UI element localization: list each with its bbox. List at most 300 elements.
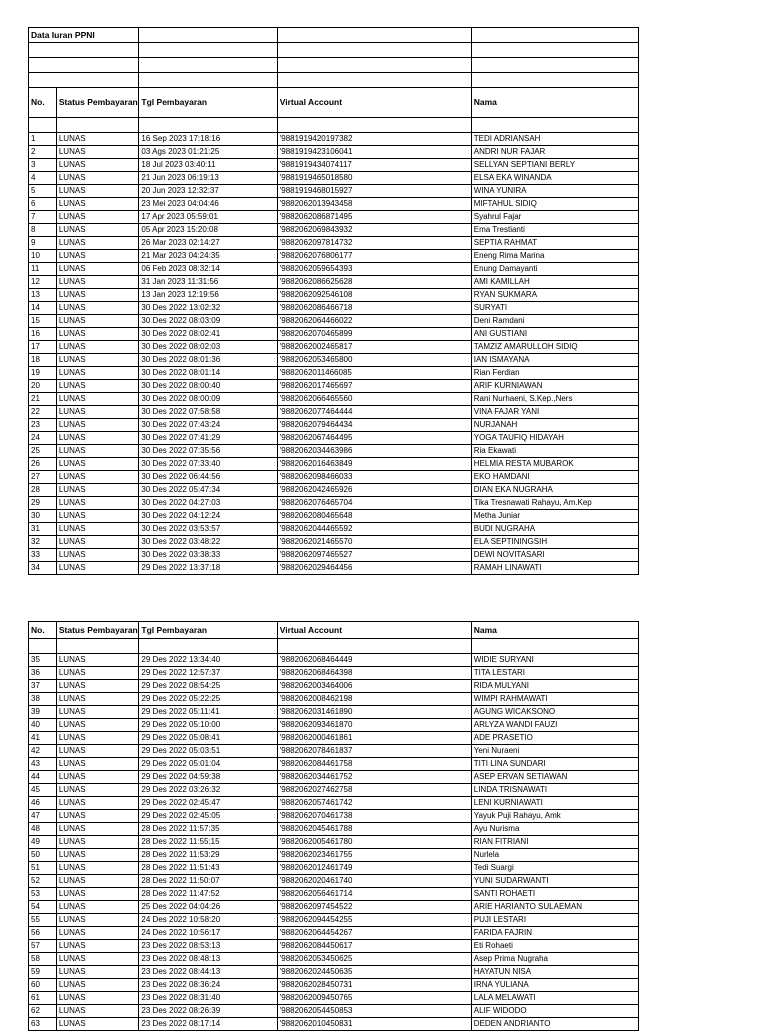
cell-status[interactable]: LUNAS	[56, 328, 139, 341]
cell-date[interactable]: 29 Des 2022 13:37:18	[139, 562, 277, 575]
cell-status[interactable]: LUNAS	[56, 784, 139, 797]
cell-name[interactable]: Ema Trestianti	[471, 224, 638, 237]
cell-date[interactable]: 23 Des 2022 08:44:13	[139, 966, 277, 979]
cell-virtual-account[interactable]: '9882062010450831	[277, 1018, 471, 1031]
col-header-date[interactable]: Tgl Pembayaran	[139, 622, 277, 639]
cell-name[interactable]: ELA SEPTININGSIH	[471, 536, 638, 549]
cell-virtual-account[interactable]: '9882062078461837	[277, 745, 471, 758]
cell-date[interactable]: 31 Jan 2023 11:31:56	[139, 276, 277, 289]
cell-virtual-account[interactable]: '9881919423106041	[277, 146, 471, 159]
cell-status[interactable]: LUNAS	[56, 927, 139, 940]
cell-virtual-account[interactable]: '9882062097454522	[277, 901, 471, 914]
cell-name[interactable]: Rani Nurhaeni, S.Kep.,Ners	[471, 393, 638, 406]
cell-virtual-account[interactable]: '9882062086871495	[277, 211, 471, 224]
cell-status[interactable]: LUNAS	[56, 549, 139, 562]
cell-status[interactable]: LUNAS	[56, 966, 139, 979]
cell-no[interactable]: 40	[29, 719, 57, 732]
cell-no[interactable]: 20	[29, 380, 57, 393]
cell-no[interactable]: 32	[29, 536, 57, 549]
cell-date[interactable]: 03 Ags 2023 01:21:25	[139, 146, 277, 159]
cell-status[interactable]: LUNAS	[56, 797, 139, 810]
cell-no[interactable]: 34	[29, 562, 57, 575]
cell-name[interactable]: ANDRI NUR FAJAR	[471, 146, 638, 159]
cell-virtual-account[interactable]: '9882062076806177	[277, 250, 471, 263]
cell-status[interactable]: LUNAS	[56, 315, 139, 328]
spreadsheet-cell[interactable]	[277, 28, 471, 43]
cell-name[interactable]: ARIE HARIANTO SULAEMAN	[471, 901, 638, 914]
cell-status[interactable]: LUNAS	[56, 497, 139, 510]
cell-name[interactable]: RIDA MULYANI	[471, 680, 638, 693]
cell-no[interactable]: 4	[29, 172, 57, 185]
cell-virtual-account[interactable]: '9882062070461738	[277, 810, 471, 823]
cell-date[interactable]: 17 Apr 2023 05:59:01	[139, 211, 277, 224]
cell-name[interactable]: Ria Ekawati	[471, 445, 638, 458]
cell-name[interactable]: ARIF KURNIAWAN	[471, 380, 638, 393]
cell-date[interactable]: 29 Des 2022 03:26:32	[139, 784, 277, 797]
cell-date[interactable]: 23 Des 2022 08:31:40	[139, 992, 277, 1005]
cell-date[interactable]: 29 Des 2022 12:57:37	[139, 667, 277, 680]
cell-virtual-account[interactable]: '9881919465018580	[277, 172, 471, 185]
cell-status[interactable]: LUNAS	[56, 302, 139, 315]
cell-status[interactable]: LUNAS	[56, 458, 139, 471]
cell-status[interactable]: LUNAS	[56, 823, 139, 836]
cell-virtual-account[interactable]: '9882062028450731	[277, 979, 471, 992]
cell-virtual-account[interactable]: '9882062003464006	[277, 680, 471, 693]
cell-name[interactable]: YOGA TAUFIQ HIDAYAH	[471, 432, 638, 445]
cell-no[interactable]: 47	[29, 810, 57, 823]
cell-no[interactable]: 36	[29, 667, 57, 680]
col-header-virtual-account[interactable]: Virtual Account	[277, 622, 471, 639]
cell-status[interactable]: LUNAS	[56, 224, 139, 237]
cell-status[interactable]: LUNAS	[56, 992, 139, 1005]
cell-no[interactable]: 42	[29, 745, 57, 758]
cell-date[interactable]: 26 Mar 2023 02:14:27	[139, 237, 277, 250]
cell-no[interactable]: 61	[29, 992, 57, 1005]
cell-virtual-account[interactable]: '9882062023461755	[277, 849, 471, 862]
cell-status[interactable]: LUNAS	[56, 758, 139, 771]
cell-name[interactable]: HAYATUN NISA	[471, 966, 638, 979]
cell-no[interactable]: 12	[29, 276, 57, 289]
cell-status[interactable]: LUNAS	[56, 146, 139, 159]
cell-no[interactable]: 23	[29, 419, 57, 432]
cell-no[interactable]: 25	[29, 445, 57, 458]
cell-status[interactable]: LUNAS	[56, 953, 139, 966]
cell-status[interactable]: LUNAS	[56, 250, 139, 263]
cell-virtual-account[interactable]: '9882062053465800	[277, 354, 471, 367]
cell-status[interactable]: LUNAS	[56, 862, 139, 875]
cell-status[interactable]: LUNAS	[56, 445, 139, 458]
cell-virtual-account[interactable]: '9882062034463986	[277, 445, 471, 458]
cell-status[interactable]: LUNAS	[56, 693, 139, 706]
cell-virtual-account[interactable]: '9882062064466022	[277, 315, 471, 328]
cell-no[interactable]: 49	[29, 836, 57, 849]
cell-virtual-account[interactable]: '9882062086466718	[277, 302, 471, 315]
cell-date[interactable]: 30 Des 2022 08:01:14	[139, 367, 277, 380]
cell-no[interactable]: 46	[29, 797, 57, 810]
cell-date[interactable]: 30 Des 2022 08:02:03	[139, 341, 277, 354]
cell-status[interactable]: LUNAS	[56, 393, 139, 406]
cell-virtual-account[interactable]: '9882062067464495	[277, 432, 471, 445]
cell-name[interactable]: Ayu Nurisma	[471, 823, 638, 836]
cell-date[interactable]: 23 Des 2022 08:36:24	[139, 979, 277, 992]
cell-name[interactable]: LENI KURNIAWATI	[471, 797, 638, 810]
cell-no[interactable]: 24	[29, 432, 57, 445]
cell-virtual-account[interactable]: '9882062042465926	[277, 484, 471, 497]
cell-virtual-account[interactable]: '9882062068464449	[277, 654, 471, 667]
cell-date[interactable]: 29 Des 2022 05:11:41	[139, 706, 277, 719]
cell-name[interactable]: RIAN FITRIANI	[471, 836, 638, 849]
cell-date[interactable]: 29 Des 2022 05:01:04	[139, 758, 277, 771]
cell-name[interactable]: Yayuk Puji Rahayu, Amk	[471, 810, 638, 823]
cell-name[interactable]: SEPTIA RAHMAT	[471, 237, 638, 250]
cell-virtual-account[interactable]: '9882062057461742	[277, 797, 471, 810]
cell-status[interactable]: LUNAS	[56, 289, 139, 302]
cell-date[interactable]: 29 Des 2022 05:03:51	[139, 745, 277, 758]
cell-status[interactable]: LUNAS	[56, 901, 139, 914]
cell-status[interactable]: LUNAS	[56, 914, 139, 927]
cell-status[interactable]: LUNAS	[56, 888, 139, 901]
cell-no[interactable]: 2	[29, 146, 57, 159]
cell-status[interactable]: LUNAS	[56, 875, 139, 888]
cell-date[interactable]: 30 Des 2022 06:44:56	[139, 471, 277, 484]
cell-virtual-account[interactable]: '9882062024450635	[277, 966, 471, 979]
cell-name[interactable]: BUDI NUGRAHA	[471, 523, 638, 536]
cell-virtual-account[interactable]: '9882062066465560	[277, 393, 471, 406]
cell-name[interactable]: SURYATI	[471, 302, 638, 315]
cell-date[interactable]: 30 Des 2022 13:02:32	[139, 302, 277, 315]
cell-no[interactable]: 48	[29, 823, 57, 836]
cell-name[interactable]: AGUNG WICAKSONO	[471, 706, 638, 719]
cell-no[interactable]: 30	[29, 510, 57, 523]
cell-no[interactable]: 16	[29, 328, 57, 341]
cell-virtual-account[interactable]: '9882062098466033	[277, 471, 471, 484]
cell-no[interactable]: 29	[29, 497, 57, 510]
cell-status[interactable]: LUNAS	[56, 706, 139, 719]
cell-name[interactable]: RYAN SUKMARA	[471, 289, 638, 302]
cell-status[interactable]: LUNAS	[56, 406, 139, 419]
cell-virtual-account[interactable]: '9882062093461870	[277, 719, 471, 732]
cell-date[interactable]: 30 Des 2022 08:02:41	[139, 328, 277, 341]
cell-virtual-account[interactable]: '9882062092546108	[277, 289, 471, 302]
cell-no[interactable]: 13	[29, 289, 57, 302]
cell-date[interactable]: 29 Des 2022 04:59:38	[139, 771, 277, 784]
cell-no[interactable]: 51	[29, 862, 57, 875]
cell-status[interactable]: LUNAS	[56, 979, 139, 992]
cell-no[interactable]: 43	[29, 758, 57, 771]
cell-virtual-account[interactable]: '9882062097814732	[277, 237, 471, 250]
cell-date[interactable]: 23 Des 2022 08:26:39	[139, 1005, 277, 1018]
cell-date[interactable]: 30 Des 2022 05:47:34	[139, 484, 277, 497]
cell-date[interactable]: 20 Jun 2023 12:32:37	[139, 185, 277, 198]
cell-date[interactable]: 30 Des 2022 07:58:58	[139, 406, 277, 419]
cell-name[interactable]: Syahrul Fajar	[471, 211, 638, 224]
cell-no[interactable]: 59	[29, 966, 57, 979]
cell-virtual-account[interactable]: '9882062021465570	[277, 536, 471, 549]
cell-name[interactable]: IAN ISMAYANA	[471, 354, 638, 367]
col-header-name[interactable]: Nama	[471, 622, 638, 639]
cell-no[interactable]: 22	[29, 406, 57, 419]
cell-name[interactable]: Deni Ramdani	[471, 315, 638, 328]
cell-date[interactable]: 30 Des 2022 04:12:24	[139, 510, 277, 523]
cell-name[interactable]: DIAN EKA NUGRAHA	[471, 484, 638, 497]
cell-virtual-account[interactable]: '9882062029464456	[277, 562, 471, 575]
cell-no[interactable]: 54	[29, 901, 57, 914]
cell-date[interactable]: 30 Des 2022 07:35:56	[139, 445, 277, 458]
cell-name[interactable]: IRNA YULIANA	[471, 979, 638, 992]
cell-virtual-account[interactable]: '9882062084450617	[277, 940, 471, 953]
cell-no[interactable]: 35	[29, 654, 57, 667]
cell-date[interactable]: 29 Des 2022 05:22:25	[139, 693, 277, 706]
cell-virtual-account[interactable]: '9882062009450765	[277, 992, 471, 1005]
cell-date[interactable]: 30 Des 2022 03:48:22	[139, 536, 277, 549]
cell-no[interactable]: 39	[29, 706, 57, 719]
cell-virtual-account[interactable]: '9882062027462758	[277, 784, 471, 797]
cell-virtual-account[interactable]: '9882062053450625	[277, 953, 471, 966]
cell-virtual-account[interactable]: '9882062000461861	[277, 732, 471, 745]
cell-name[interactable]: LINDA TRISNAWATI	[471, 784, 638, 797]
cell-name[interactable]: Rian Ferdian	[471, 367, 638, 380]
cell-date[interactable]: 29 Des 2022 02:45:47	[139, 797, 277, 810]
cell-status[interactable]: LUNAS	[56, 471, 139, 484]
cell-date[interactable]: 29 Des 2022 08:54:25	[139, 680, 277, 693]
cell-status[interactable]: LUNAS	[56, 510, 139, 523]
cell-name[interactable]: Eti Rohaeti	[471, 940, 638, 953]
cell-status[interactable]: LUNAS	[56, 354, 139, 367]
cell-virtual-account[interactable]: '9882062011466085	[277, 367, 471, 380]
cell-virtual-account[interactable]: '9882062017465697	[277, 380, 471, 393]
cell-no[interactable]: 60	[29, 979, 57, 992]
cell-status[interactable]: LUNAS	[56, 172, 139, 185]
cell-date[interactable]: 30 Des 2022 08:03:09	[139, 315, 277, 328]
cell-date[interactable]: 29 Des 2022 13:34:40	[139, 654, 277, 667]
cell-name[interactable]: ELSA EKA WINANDA	[471, 172, 638, 185]
cell-virtual-account[interactable]: '9882062084461758	[277, 758, 471, 771]
cell-name[interactable]: Tedi Suargi	[471, 862, 638, 875]
cell-no[interactable]: 21	[29, 393, 57, 406]
cell-date[interactable]: 28 Des 2022 11:57:35	[139, 823, 277, 836]
cell-date[interactable]: 05 Apr 2023 15:20:08	[139, 224, 277, 237]
cell-no[interactable]: 19	[29, 367, 57, 380]
cell-date[interactable]: 29 Des 2022 05:08:41	[139, 732, 277, 745]
cell-name[interactable]: Tika Tresnawati Rahayu, Am.Kep	[471, 497, 638, 510]
cell-status[interactable]: LUNAS	[56, 185, 139, 198]
sheet-title[interactable]: Data Iuran PPNI	[29, 28, 139, 43]
cell-name[interactable]: HELMIA RESTA MUBAROK	[471, 458, 638, 471]
cell-status[interactable]: LUNAS	[56, 654, 139, 667]
cell-name[interactable]: YUNI SUDARWANTI	[471, 875, 638, 888]
cell-no[interactable]: 28	[29, 484, 57, 497]
cell-date[interactable]: 30 Des 2022 04:27:03	[139, 497, 277, 510]
cell-no[interactable]: 5	[29, 185, 57, 198]
cell-date[interactable]: 30 Des 2022 08:01:36	[139, 354, 277, 367]
cell-status[interactable]: LUNAS	[56, 719, 139, 732]
cell-no[interactable]: 50	[29, 849, 57, 862]
col-header-date[interactable]: Tgl Pembayaran	[139, 88, 277, 118]
cell-date[interactable]: 24 Des 2022 10:56:17	[139, 927, 277, 940]
cell-date[interactable]: 25 Des 2022 04:04:26	[139, 901, 277, 914]
cell-status[interactable]: LUNAS	[56, 536, 139, 549]
cell-date[interactable]: 23 Mei 2023 04:04:46	[139, 198, 277, 211]
cell-date[interactable]: 16 Sep 2023 17:18:16	[139, 133, 277, 146]
cell-no[interactable]: 57	[29, 940, 57, 953]
cell-name[interactable]: Enung Damayanti	[471, 263, 638, 276]
cell-name[interactable]: Yeni Nuraeni	[471, 745, 638, 758]
cell-virtual-account[interactable]: '9882062064454267	[277, 927, 471, 940]
cell-date[interactable]: 28 Des 2022 11:55:15	[139, 836, 277, 849]
cell-date[interactable]: 23 Des 2022 08:48:13	[139, 953, 277, 966]
cell-name[interactable]: DEWI NOVITASARI	[471, 549, 638, 562]
cell-date[interactable]: 28 Des 2022 11:50:07	[139, 875, 277, 888]
cell-virtual-account[interactable]: '9882062077464444	[277, 406, 471, 419]
col-header-virtual-account[interactable]: Virtual Account	[277, 88, 471, 118]
cell-status[interactable]: LUNAS	[56, 341, 139, 354]
cell-virtual-account[interactable]: '9882062012461749	[277, 862, 471, 875]
cell-name[interactable]: Eneng Rima Marina	[471, 250, 638, 263]
cell-virtual-account[interactable]: '9882062079464434	[277, 419, 471, 432]
cell-no[interactable]: 15	[29, 315, 57, 328]
cell-date[interactable]: 23 Des 2022 08:17:14	[139, 1018, 277, 1031]
cell-no[interactable]: 62	[29, 1005, 57, 1018]
cell-status[interactable]: LUNAS	[56, 237, 139, 250]
cell-status[interactable]: LUNAS	[56, 367, 139, 380]
cell-name[interactable]: WIMPI RAHMAWATI	[471, 693, 638, 706]
cell-virtual-account[interactable]: '9882062068464398	[277, 667, 471, 680]
cell-status[interactable]: LUNAS	[56, 745, 139, 758]
cell-no[interactable]: 56	[29, 927, 57, 940]
cell-no[interactable]: 63	[29, 1018, 57, 1031]
cell-no[interactable]: 52	[29, 875, 57, 888]
cell-virtual-account[interactable]: '9882062008462198	[277, 693, 471, 706]
cell-date[interactable]: 13 Jan 2023 12:19:56	[139, 289, 277, 302]
cell-no[interactable]: 8	[29, 224, 57, 237]
cell-status[interactable]: LUNAS	[56, 836, 139, 849]
cell-name[interactable]: TITI LINA SUNDARI	[471, 758, 638, 771]
cell-no[interactable]: 41	[29, 732, 57, 745]
cell-name[interactable]: SELLYAN SEPTIANI BERLY	[471, 159, 638, 172]
cell-virtual-account[interactable]: '9882062094454255	[277, 914, 471, 927]
spreadsheet-cell[interactable]	[471, 28, 638, 43]
cell-status[interactable]: LUNAS	[56, 419, 139, 432]
cell-name[interactable]: VINA FAJAR YANI	[471, 406, 638, 419]
cell-virtual-account[interactable]: '9882062059654393	[277, 263, 471, 276]
cell-name[interactable]: ADE PRASETIO	[471, 732, 638, 745]
col-header-status[interactable]: Status Pembayaran	[56, 622, 139, 639]
cell-name[interactable]: WIDIE SURYANI	[471, 654, 638, 667]
cell-name[interactable]: TITA LESTARI	[471, 667, 638, 680]
cell-status[interactable]: LUNAS	[56, 133, 139, 146]
cell-name[interactable]: ANI GUSTIANI	[471, 328, 638, 341]
cell-date[interactable]: 30 Des 2022 07:41:29	[139, 432, 277, 445]
cell-date[interactable]: 06 Feb 2023 08:32:14	[139, 263, 277, 276]
cell-virtual-account[interactable]: '9882062016463849	[277, 458, 471, 471]
cell-name[interactable]: ARLYZA WANDI FAUZI	[471, 719, 638, 732]
cell-no[interactable]: 1	[29, 133, 57, 146]
cell-date[interactable]: 28 Des 2022 11:53:29	[139, 849, 277, 862]
cell-status[interactable]: LUNAS	[56, 263, 139, 276]
cell-no[interactable]: 27	[29, 471, 57, 484]
cell-virtual-account[interactable]: '9882062045461788	[277, 823, 471, 836]
cell-no[interactable]: 45	[29, 784, 57, 797]
cell-date[interactable]: 30 Des 2022 03:38:33	[139, 549, 277, 562]
cell-status[interactable]: LUNAS	[56, 198, 139, 211]
cell-status[interactable]: LUNAS	[56, 484, 139, 497]
col-header-name[interactable]: Nama	[471, 88, 638, 118]
cell-date[interactable]: 30 Des 2022 07:43:24	[139, 419, 277, 432]
cell-no[interactable]: 38	[29, 693, 57, 706]
cell-status[interactable]: LUNAS	[56, 667, 139, 680]
cell-virtual-account[interactable]: '9882062080465648	[277, 510, 471, 523]
cell-date[interactable]: 30 Des 2022 07:33:40	[139, 458, 277, 471]
cell-status[interactable]: LUNAS	[56, 810, 139, 823]
cell-status[interactable]: LUNAS	[56, 380, 139, 393]
cell-virtual-account[interactable]: '9882062044465592	[277, 523, 471, 536]
cell-date[interactable]: 24 Des 2022 10:58:20	[139, 914, 277, 927]
col-header-status[interactable]: Status Pembayaran	[56, 88, 139, 118]
cell-status[interactable]: LUNAS	[56, 849, 139, 862]
cell-date[interactable]: 29 Des 2022 05:10:00	[139, 719, 277, 732]
cell-name[interactable]: Asep Prima Nugraha	[471, 953, 638, 966]
spreadsheet-cell[interactable]	[139, 28, 277, 43]
cell-no[interactable]: 58	[29, 953, 57, 966]
cell-virtual-account[interactable]: '9882062056461714	[277, 888, 471, 901]
cell-name[interactable]: FARIDA FAJRIN	[471, 927, 638, 940]
cell-status[interactable]: LUNAS	[56, 771, 139, 784]
cell-name[interactable]: NURJANAH	[471, 419, 638, 432]
cell-virtual-account[interactable]: '9881919420197382	[277, 133, 471, 146]
cell-name[interactable]: TEDI ADRIANSAH	[471, 133, 638, 146]
cell-virtual-account[interactable]: '9881919434074117	[277, 159, 471, 172]
cell-no[interactable]: 9	[29, 237, 57, 250]
cell-virtual-account[interactable]: '9882062076465704	[277, 497, 471, 510]
cell-virtual-account[interactable]: '9882062034461752	[277, 771, 471, 784]
cell-no[interactable]: 26	[29, 458, 57, 471]
cell-status[interactable]: LUNAS	[56, 732, 139, 745]
cell-virtual-account[interactable]: '9882062097465527	[277, 549, 471, 562]
cell-status[interactable]: LUNAS	[56, 1018, 139, 1031]
cell-no[interactable]: 14	[29, 302, 57, 315]
cell-date[interactable]: 21 Jun 2023 06:19:13	[139, 172, 277, 185]
cell-date[interactable]: 29 Des 2022 02:45:05	[139, 810, 277, 823]
cell-name[interactable]: Nurlela	[471, 849, 638, 862]
cell-date[interactable]: 30 Des 2022 03:53:57	[139, 523, 277, 536]
cell-name[interactable]: Metha Juniar	[471, 510, 638, 523]
cell-no[interactable]: 55	[29, 914, 57, 927]
cell-no[interactable]: 53	[29, 888, 57, 901]
cell-virtual-account[interactable]: '9882062069843932	[277, 224, 471, 237]
cell-no[interactable]: 33	[29, 549, 57, 562]
cell-status[interactable]: LUNAS	[56, 562, 139, 575]
cell-status[interactable]: LUNAS	[56, 940, 139, 953]
cell-status[interactable]: LUNAS	[56, 211, 139, 224]
cell-virtual-account[interactable]: '9882062020461740	[277, 875, 471, 888]
cell-virtual-account[interactable]: '9882062054450853	[277, 1005, 471, 1018]
cell-name[interactable]: ALIF WIDODO	[471, 1005, 638, 1018]
cell-virtual-account[interactable]: '9882062086625628	[277, 276, 471, 289]
cell-name[interactable]: TAMZIZ AMARULLOH SIDIQ	[471, 341, 638, 354]
cell-no[interactable]: 11	[29, 263, 57, 276]
cell-name[interactable]: SANTI ROHAETI	[471, 888, 638, 901]
cell-virtual-account[interactable]: '9882062070465899	[277, 328, 471, 341]
cell-no[interactable]: 44	[29, 771, 57, 784]
cell-name[interactable]: AMI KAMILLAH	[471, 276, 638, 289]
cell-virtual-account[interactable]: '9882062005461780	[277, 836, 471, 849]
cell-status[interactable]: LUNAS	[56, 1005, 139, 1018]
cell-date[interactable]: 21 Mar 2023 04:24:35	[139, 250, 277, 263]
cell-no[interactable]: 17	[29, 341, 57, 354]
col-header-no[interactable]: No.	[29, 88, 57, 118]
cell-status[interactable]: LUNAS	[56, 159, 139, 172]
cell-virtual-account[interactable]: '9882062002465817	[277, 341, 471, 354]
